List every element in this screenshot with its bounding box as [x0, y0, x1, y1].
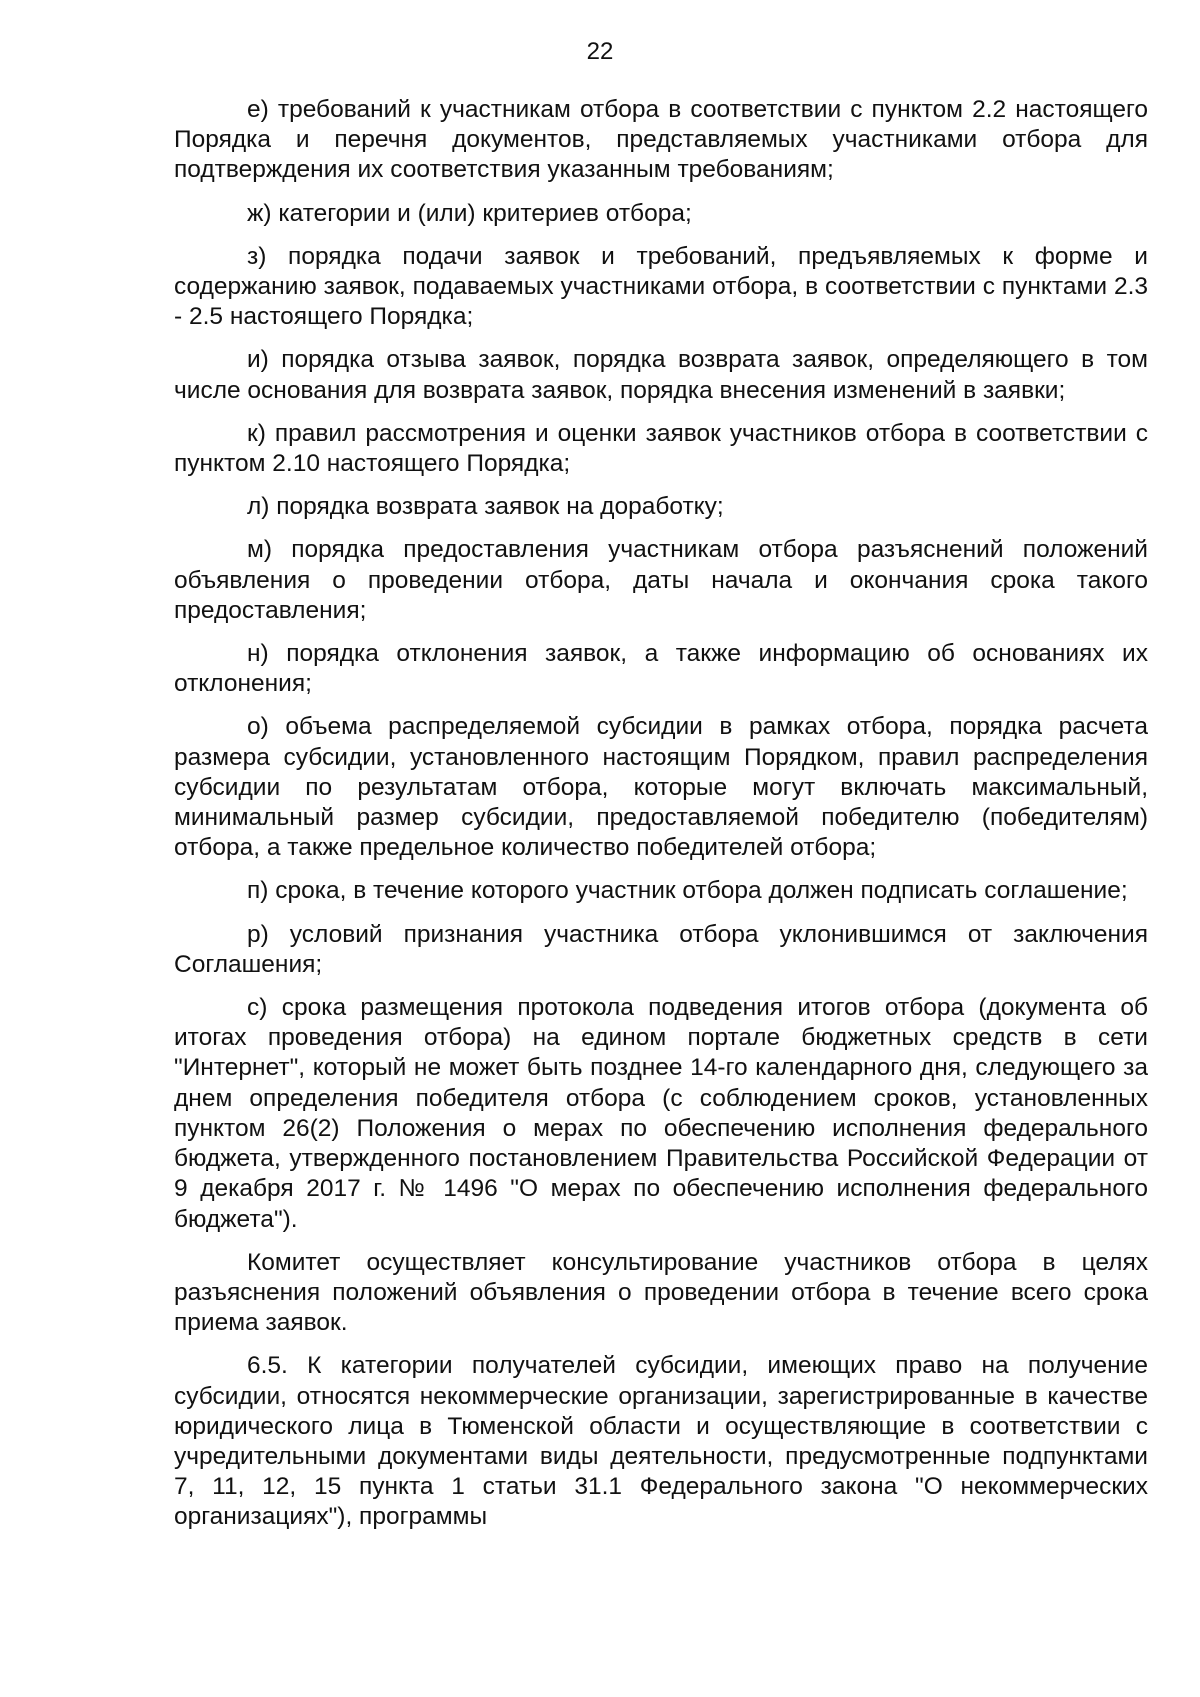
- paragraph-e: е) требований к участникам отбора в соответствии с пунктом 2.2 настоящего Порядка и перечня документов, представляемых участниками отбора для подтверждения их соответствия указанным требованиям;: [174, 96, 1148, 184]
- paragraph-i: и) порядка отзыва заявок, порядка возврата заявок, определяющего в том числе основания для возврата заявок, порядка внесения изменений в заявки;: [174, 346, 1148, 404]
- page-number: 22: [586, 38, 614, 65]
- document-body: [174, 95, 1148, 1533]
- paragraph-r: р) условий признания участника отбора уклонившимся от заключения Соглашения;: [174, 920, 1148, 978]
- paragraph-committee: Комитет осуществляет консультирование участников отбора в целях разъяснения положений объявления о проведении отбора в течение всего срока приема заявок.: [174, 1248, 1148, 1337]
- paragraph-n: н) порядка отклонения заявок, а также информацию об основаниях их отклонения;: [174, 640, 1148, 698]
- paragraph-k: к) правил рассмотрения и оценки заявок участников отбора в соответствии с пунктом 2.10 настоящего Порядка;: [174, 419, 1148, 478]
- paragraph-s: с) срока размещения протокола подведения итогов отбора (документа об итогах проведения отбора) на едином портале бюджетных средств в сети "Интернет", который не может быть позднее 14-го календарного дня, следующего за днем определения победителя отбора (с соблюдением сроков, установленных пунктом 26(2) Положения о мерах по обеспечению исполнения федерального бюджета, утвержденного постановлением Правительства Российской Федерации от 9 декабря 2017 г. № 1496 "О мерах по обеспечению исполнения федерального бюджета").: [174, 994, 1148, 1233]
- paragraph-zh: ж) категории и (или) критериев отбора;: [247, 199, 692, 227]
- paragraph-p: п) срока, в течение которого участник отбора должен подписать соглашение;: [247, 877, 1128, 905]
- paragraph-m: м) порядка предоставления участникам отбора разъяснений положений объявления о проведении отбора, даты начала и окончания срока такого предоставления;: [174, 536, 1148, 624]
- paragraph-z: з) порядка подачи заявок и требований, предъявляемых к форме и содержанию заявок, подаваемых участниками отбора, в соответствии с пунктами 2.3 - 2.5 настоящего Порядка;: [174, 242, 1148, 331]
- paragraph-o: о) объема распределяемой субсидии в рамках отбора, порядка расчета размера субсидии, установленного настоящим Порядком, правил распределения субсидии по результатам отбора, которые могут включать максимальный, минимальный размер субсидии, предоставляемой победителю (победителям) отбора, а также предельное количество победителей отбора;: [174, 713, 1148, 862]
- paragraph-l: л) порядка возврата заявок на доработку;: [247, 493, 724, 521]
- paragraph-6-5: 6.5. К категории получателей субсидии, имеющих право на получение субсидии, относятся некоммерческие организации, зарегистрированные в качестве юридического лица в Тюменской области и осуществляющие в соответствии с учредительными документами виды деятельности, предусмотренные подпунктами 7, 11, 12, 15 пункта 1 статьи 31.1 Федерального закона "О некоммерческих организациях"), программы: [174, 1352, 1148, 1531]
